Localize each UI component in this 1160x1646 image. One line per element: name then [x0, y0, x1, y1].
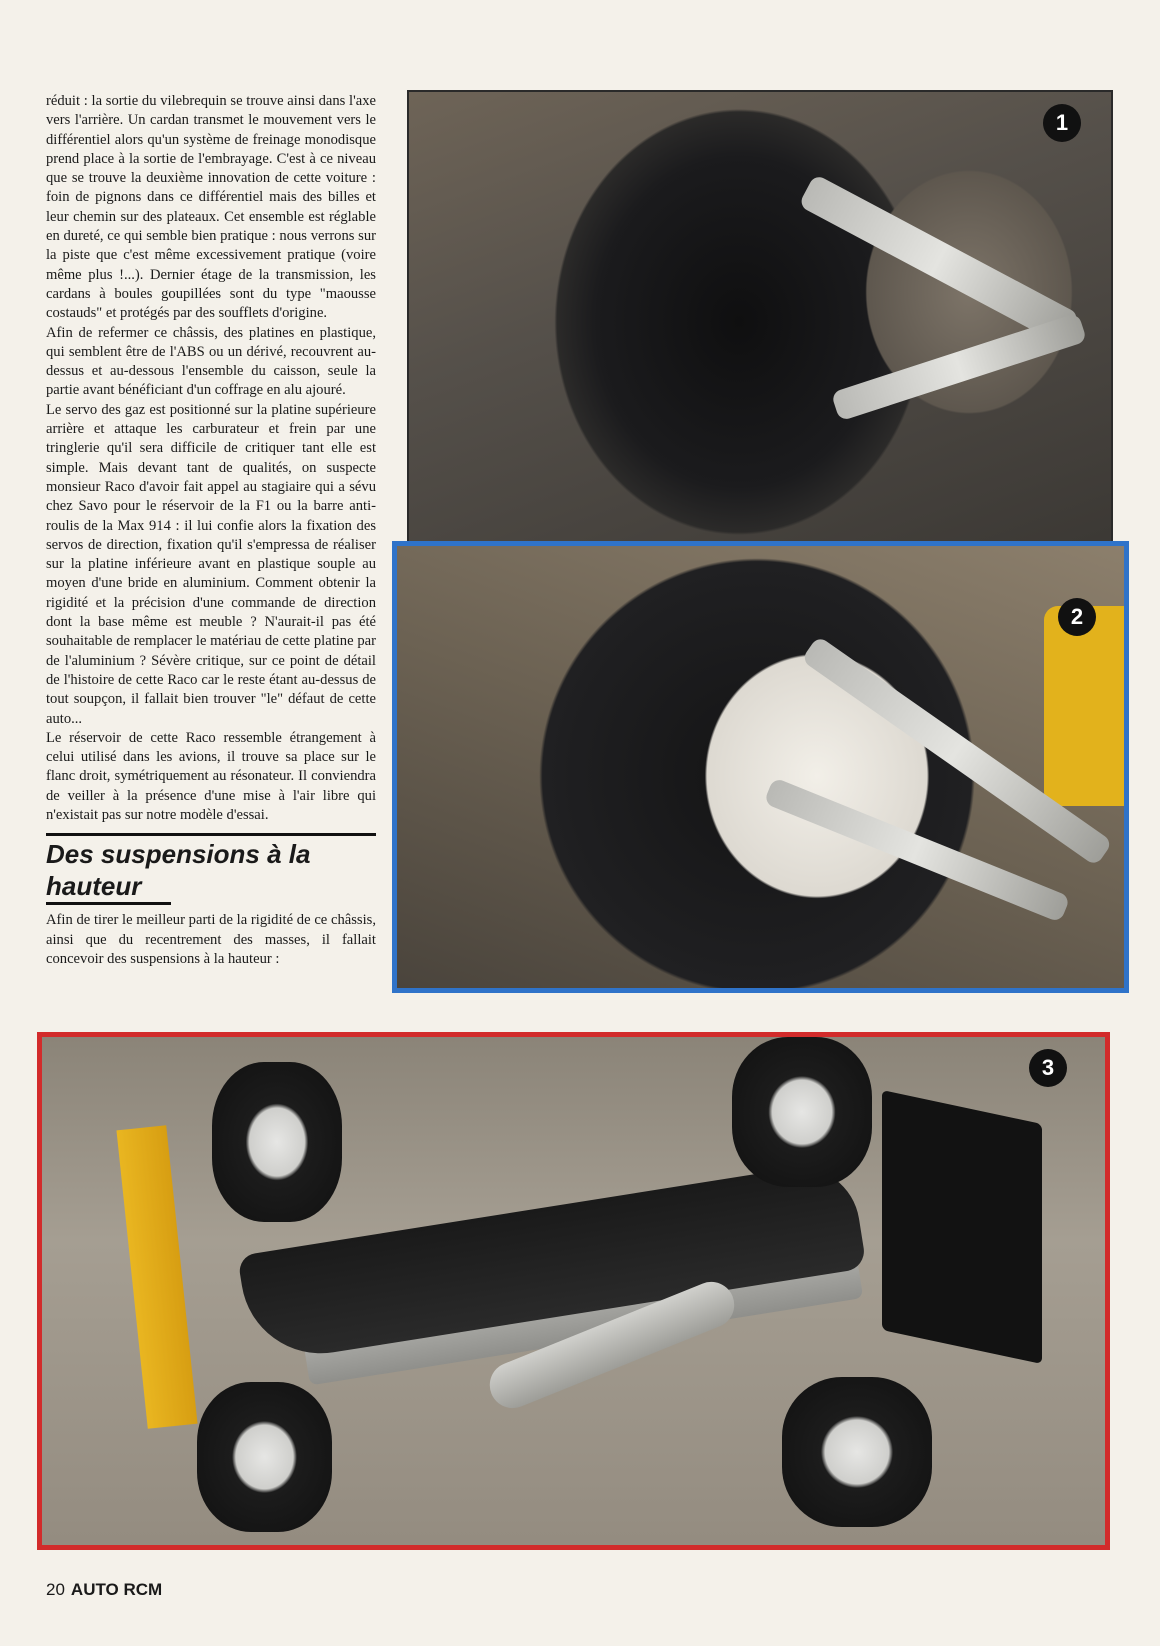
photo-number-badge: 2 [1058, 598, 1096, 636]
photo-car-overview [37, 1032, 1110, 1550]
photo-number-badge: 3 [1029, 1049, 1067, 1087]
magazine-name: AUTO RCM [70, 1580, 163, 1599]
front-wing [116, 1125, 197, 1429]
suspension-arm [798, 174, 1080, 347]
rear-wing [882, 1090, 1042, 1364]
photo-front-wheel-closeup [392, 541, 1129, 993]
suspension-arm [831, 313, 1088, 422]
page-footer [46, 1580, 162, 1600]
front-left-tire [212, 1062, 342, 1222]
paragraph: Afin de tirer le meilleur parti de la rigidité de ce châssis, ainsi que du recentrement des masses, il fallait concevoir des suspensions à la hauteur : [46, 912, 376, 967]
paragraph: Afin de refermer ce châssis, des platines en plastique, qui semblent être de l'ABS ou un dérivé, recouvrent au-dessus et au-dessous l'ensemble du caisson, seule la partie avant bénéficiant d'un coffrage en alu ajouré. [46, 324, 376, 399]
front-right-tire [197, 1382, 332, 1532]
heading-line-2: hauteur [46, 870, 171, 905]
photo-number-badge: 1 [1043, 104, 1081, 142]
photo-rear-wheel-closeup [407, 90, 1113, 555]
rear-right-tire [782, 1377, 932, 1527]
yellow-bodywork [1044, 606, 1124, 806]
page-number: 20 [46, 1580, 65, 1599]
paragraph: réduit : la sortie du vilebrequin se trouve ainsi dans l'axe vers l'arrière. Un cardan transmet le mouvement vers le différentiel alors qu'un système de freinage monodisque prend place à la sortie de l'embrayage. C'est à ce niveau que se trouve la deuxième innovation de cette voiture : foin de pignons dans ce différentiel mais des billes et leur chemin sur des plateaux. Cet ensemble est réglable en dureté, ce qui semble bien pratique : nous verrons sur la piste que c'est même excessivement pratique (voire même plus !...). Dernier étage de la transmission, les cardans à boules goupillées sont du type "maousse costauds" et protégés par des soufflets d'origine. [46, 93, 376, 322]
article-text-column [46, 92, 376, 969]
section-heading [46, 833, 376, 905]
paragraph: Le réservoir de cette Raco ressemble étrangement à celui utilisé dans les avions, il trouve sa place sur le flanc droit, symétriquement au résonateur. Il conviendra de veiller à la présence d'une mise à l'air libre qui n'existait pas sur notre modèle d'essai. [46, 729, 376, 823]
rear-left-tire [732, 1037, 872, 1187]
heading-line-1: Des suspensions à la [46, 839, 311, 870]
paragraph: Le servo des gaz est positionné sur la platine supérieure arrière et attaque les carburateur et frein par une tringlerie qu'il sera difficile de critiquer tant elle est simple. Mais devant tant de qualités, on suspecte monsieur Raco d'avoir fait appel au stagiaire qui a sévu chez Savo pour le réservoir de la F1 ou la barre anti-roulis de la Max 914 : il lui confie alors la fixation des servos de direction, fixation qu'il s'empressa de réaliser sur la platine inférieure avant en plastique souple au moyen d'une bride en aluminium. Comment obtenir la rigidité et la précision d'une commande de direction dont la base même est meuble ? N'aurait-il pas été souhaitable de remplacer le matériau de cette platine par de l'aluminium ? Sévère critique, sur ce point de détail de l'histoire de cette Raco car le reste étant au-dessus de tout soupçon, il fallait bien trouver "le" défaut de cette auto... [46, 401, 376, 727]
